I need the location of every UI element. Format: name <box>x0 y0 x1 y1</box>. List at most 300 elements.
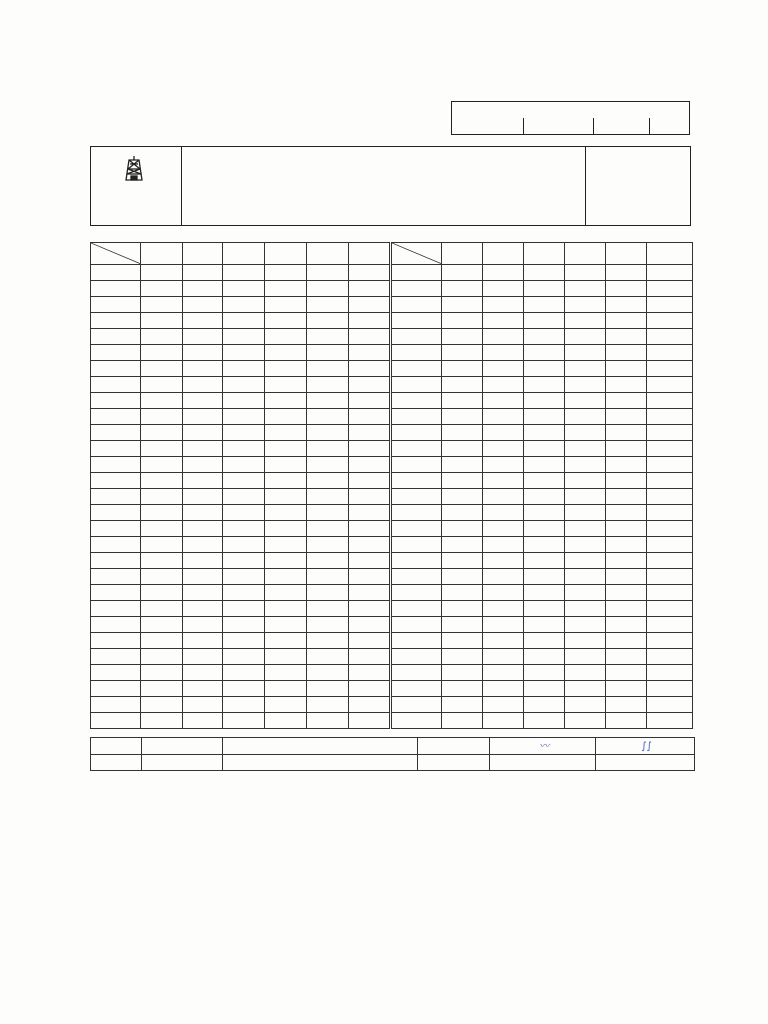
empty-cell <box>265 313 307 329</box>
empty-cell <box>442 265 483 281</box>
empty-cell <box>91 329 141 345</box>
empty-cell <box>349 297 390 313</box>
empty-cell <box>392 537 442 553</box>
empty-cell <box>307 697 349 713</box>
number-value <box>594 118 650 135</box>
empty-cell <box>442 329 483 345</box>
empty-cell <box>606 681 647 697</box>
empty-cell <box>307 681 349 697</box>
empty-cell <box>307 601 349 617</box>
empty-cell <box>524 473 565 489</box>
empty-cell <box>141 681 183 697</box>
empty-cell <box>265 473 307 489</box>
entry-approved <box>596 738 695 755</box>
empty-cell <box>606 377 647 393</box>
empty-cell <box>307 409 349 425</box>
col-header <box>141 243 183 265</box>
empty-cell <box>647 297 693 313</box>
empty-cell <box>223 425 265 441</box>
right-revision-grid <box>391 242 693 729</box>
empty-cell <box>349 425 390 441</box>
empty-cell <box>265 681 307 697</box>
empty-cell <box>141 633 183 649</box>
rev-cell <box>223 265 265 281</box>
empty-cell <box>141 553 183 569</box>
empty-cell <box>524 409 565 425</box>
empty-cell <box>606 409 647 425</box>
col-header <box>483 243 524 265</box>
by-column-label <box>418 755 490 771</box>
empty-cell <box>265 505 307 521</box>
empty-cell <box>647 697 693 713</box>
empty-cell <box>91 441 141 457</box>
rev-label <box>650 102 690 119</box>
empty-cell <box>141 617 183 633</box>
empty-cell <box>91 473 141 489</box>
empty-cell <box>606 393 647 409</box>
rev-page-corner <box>392 243 442 265</box>
empty-cell <box>647 537 693 553</box>
empty-cell <box>307 505 349 521</box>
empty-cell <box>307 329 349 345</box>
empty-cell <box>565 537 606 553</box>
empty-cell <box>183 601 223 617</box>
empty-cell <box>483 633 524 649</box>
empty-cell <box>647 345 693 361</box>
rev-cell <box>183 265 223 281</box>
empty-cell <box>349 601 390 617</box>
empty-cell <box>647 473 693 489</box>
empty-cell <box>307 537 349 553</box>
empty-cell <box>565 697 606 713</box>
document-info-table <box>451 101 690 135</box>
empty-cell <box>349 633 390 649</box>
empty-cell <box>307 553 349 569</box>
empty-cell <box>606 601 647 617</box>
empty-cell <box>265 361 307 377</box>
empty-cell <box>392 521 442 537</box>
empty-cell <box>183 617 223 633</box>
empty-cell <box>223 713 265 729</box>
empty-cell <box>647 329 693 345</box>
col-header <box>647 243 693 265</box>
empty-cell <box>606 441 647 457</box>
empty-cell <box>349 521 390 537</box>
empty-cell <box>141 505 183 521</box>
empty-cell <box>524 633 565 649</box>
col-header <box>349 243 390 265</box>
empty-cell <box>565 473 606 489</box>
empty-cell <box>223 329 265 345</box>
empty-cell <box>606 713 647 729</box>
empty-cell <box>483 297 524 313</box>
empty-cell <box>606 521 647 537</box>
empty-cell <box>91 649 141 665</box>
empty-cell <box>307 441 349 457</box>
empty-cell <box>183 521 223 537</box>
entry-by <box>418 738 490 755</box>
empty-cell <box>91 617 141 633</box>
empty-cell <box>442 441 483 457</box>
empty-cell <box>223 489 265 505</box>
empty-cell <box>483 569 524 585</box>
empty-cell <box>392 505 442 521</box>
empty-cell <box>606 505 647 521</box>
col-header <box>565 243 606 265</box>
empty-cell <box>442 633 483 649</box>
empty-cell <box>349 313 390 329</box>
empty-cell <box>141 313 183 329</box>
empty-cell <box>223 313 265 329</box>
empty-cell <box>91 633 141 649</box>
empty-cell <box>606 489 647 505</box>
rev-page-corner <box>91 243 141 265</box>
empty-cell <box>524 665 565 681</box>
empty-cell <box>647 409 693 425</box>
rev-value <box>650 118 690 135</box>
rev-cell <box>307 265 349 281</box>
empty-cell <box>565 457 606 473</box>
empty-cell <box>524 297 565 313</box>
empty-cell <box>392 489 442 505</box>
empty-cell <box>183 441 223 457</box>
empty-cell <box>183 633 223 649</box>
empty-cell <box>565 505 606 521</box>
empty-cell <box>307 649 349 665</box>
empty-cell <box>392 633 442 649</box>
checked-column-label <box>490 755 596 771</box>
empty-cell <box>392 601 442 617</box>
empty-cell <box>183 713 223 729</box>
empty-cell <box>265 649 307 665</box>
empty-cell <box>442 553 483 569</box>
company-logo <box>98 154 170 219</box>
empty-cell <box>183 537 223 553</box>
empty-cell <box>442 473 483 489</box>
empty-cell <box>307 521 349 537</box>
empty-cell <box>91 697 141 713</box>
empty-cell <box>265 377 307 393</box>
empty-cell <box>524 553 565 569</box>
empty-cell <box>349 441 390 457</box>
empty-cell <box>606 297 647 313</box>
empty-cell <box>606 665 647 681</box>
empty-cell <box>606 697 647 713</box>
empty-cell <box>183 313 223 329</box>
entry-issue <box>223 738 418 755</box>
empty-cell <box>442 521 483 537</box>
empty-cell <box>183 697 223 713</box>
empty-cell <box>183 345 223 361</box>
empty-cell <box>183 585 223 601</box>
empty-cell <box>647 265 693 281</box>
empty-cell <box>307 633 349 649</box>
empty-cell <box>183 681 223 697</box>
empty-cell <box>223 553 265 569</box>
empty-cell <box>647 425 693 441</box>
empty-cell <box>483 361 524 377</box>
empty-cell <box>606 313 647 329</box>
title-cell <box>181 147 586 225</box>
empty-cell <box>91 537 141 553</box>
empty-cell <box>647 393 693 409</box>
empty-cell <box>183 409 223 425</box>
empty-cell <box>524 377 565 393</box>
empty-cell <box>91 393 141 409</box>
empty-cell <box>565 409 606 425</box>
empty-cell <box>442 681 483 697</box>
empty-cell <box>183 297 223 313</box>
empty-cell <box>307 313 349 329</box>
empty-cell <box>647 633 693 649</box>
empty-cell <box>265 585 307 601</box>
empty-cell <box>307 585 349 601</box>
empty-cell <box>483 409 524 425</box>
empty-cell <box>91 425 141 441</box>
empty-cell <box>223 617 265 633</box>
empty-cell <box>565 713 606 729</box>
empty-cell <box>565 313 606 329</box>
empty-cell <box>524 393 565 409</box>
entry-date <box>142 738 223 755</box>
col-header <box>183 243 223 265</box>
empty-cell <box>442 649 483 665</box>
col-header <box>524 243 565 265</box>
empty-cell <box>265 521 307 537</box>
empty-cell <box>265 329 307 345</box>
empty-cell <box>183 281 223 297</box>
empty-cell <box>392 297 442 313</box>
empty-cell <box>223 505 265 521</box>
empty-cell <box>91 489 141 505</box>
empty-cell <box>223 585 265 601</box>
empty-cell <box>565 297 606 313</box>
empty-cell <box>392 553 442 569</box>
empty-cell <box>483 665 524 681</box>
empty-cell <box>442 297 483 313</box>
empty-cell <box>647 569 693 585</box>
empty-cell <box>483 425 524 441</box>
empty-cell <box>223 537 265 553</box>
empty-cell <box>141 409 183 425</box>
empty-cell <box>223 649 265 665</box>
empty-cell <box>647 617 693 633</box>
empty-cell <box>606 361 647 377</box>
empty-cell <box>307 713 349 729</box>
empty-cell <box>265 697 307 713</box>
empty-cell <box>392 617 442 633</box>
empty-cell <box>183 665 223 681</box>
empty-cell <box>647 649 693 665</box>
empty-cell <box>223 441 265 457</box>
empty-cell <box>565 265 606 281</box>
rev-cell <box>349 265 390 281</box>
empty-cell <box>141 345 183 361</box>
issue-column-label <box>223 755 418 771</box>
empty-cell <box>183 649 223 665</box>
empty-cell <box>442 665 483 681</box>
rev-column-label <box>91 755 142 771</box>
empty-cell <box>647 681 693 697</box>
empty-cell <box>483 697 524 713</box>
empty-cell <box>647 521 693 537</box>
empty-cell <box>91 665 141 681</box>
empty-cell <box>606 633 647 649</box>
empty-cell <box>392 425 442 441</box>
empty-cell <box>183 377 223 393</box>
empty-cell <box>524 329 565 345</box>
empty-cell <box>392 313 442 329</box>
empty-cell <box>91 297 141 313</box>
empty-cell <box>524 649 565 665</box>
empty-cell <box>565 425 606 441</box>
empty-cell <box>183 489 223 505</box>
empty-cell <box>307 489 349 505</box>
empty-cell <box>223 569 265 585</box>
empty-cell <box>606 457 647 473</box>
empty-cell <box>647 553 693 569</box>
empty-cell <box>392 409 442 425</box>
empty-cell <box>91 281 141 297</box>
empty-cell <box>565 361 606 377</box>
empty-cell <box>565 393 606 409</box>
empty-cell <box>392 697 442 713</box>
empty-cell <box>265 617 307 633</box>
empty-cell <box>223 281 265 297</box>
empty-cell <box>141 489 183 505</box>
col-header <box>307 243 349 265</box>
empty-cell <box>606 329 647 345</box>
empty-cell <box>483 505 524 521</box>
empty-cell <box>223 393 265 409</box>
empty-cell <box>524 489 565 505</box>
empty-cell <box>442 393 483 409</box>
empty-cell <box>442 505 483 521</box>
empty-cell <box>265 489 307 505</box>
empty-cell <box>524 601 565 617</box>
empty-cell <box>392 265 442 281</box>
empty-cell <box>392 473 442 489</box>
empty-cell <box>91 457 141 473</box>
empty-cell <box>606 281 647 297</box>
empty-cell <box>349 377 390 393</box>
empty-cell <box>349 489 390 505</box>
empty-cell <box>91 361 141 377</box>
empty-cell <box>141 441 183 457</box>
rev-cell <box>141 265 183 281</box>
date-column-label <box>142 755 223 771</box>
discipline-label <box>524 102 594 119</box>
empty-cell <box>442 457 483 473</box>
empty-cell <box>524 537 565 553</box>
revision-history-block <box>90 737 695 771</box>
empty-cell <box>483 265 524 281</box>
empty-cell <box>183 457 223 473</box>
page-cell <box>91 265 141 281</box>
empty-cell <box>392 441 442 457</box>
empty-cell <box>183 393 223 409</box>
empty-cell <box>565 649 606 665</box>
empty-cell <box>606 553 647 569</box>
empty-cell <box>307 377 349 393</box>
empty-cell <box>647 713 693 729</box>
empty-cell <box>223 697 265 713</box>
empty-cell <box>265 569 307 585</box>
empty-cell <box>524 697 565 713</box>
empty-cell <box>265 713 307 729</box>
empty-cell <box>524 617 565 633</box>
empty-cell <box>91 345 141 361</box>
empty-cell <box>483 585 524 601</box>
entry-checked <box>490 738 596 755</box>
empty-cell <box>349 329 390 345</box>
empty-cell <box>349 409 390 425</box>
empty-cell <box>647 489 693 505</box>
empty-cell <box>183 505 223 521</box>
empty-cell <box>442 585 483 601</box>
empty-cell <box>141 537 183 553</box>
empty-cell <box>349 345 390 361</box>
empty-cell <box>483 377 524 393</box>
empty-cell <box>442 377 483 393</box>
empty-cell <box>223 377 265 393</box>
empty-cell <box>565 521 606 537</box>
empty-cell <box>565 617 606 633</box>
empty-cell <box>483 393 524 409</box>
empty-cell <box>183 361 223 377</box>
empty-cell <box>524 681 565 697</box>
empty-cell <box>223 473 265 489</box>
empty-cell <box>524 457 565 473</box>
empty-cell <box>483 601 524 617</box>
empty-cell <box>483 281 524 297</box>
empty-cell <box>483 473 524 489</box>
empty-cell <box>91 569 141 585</box>
empty-cell <box>565 441 606 457</box>
empty-cell <box>265 441 307 457</box>
empty-cell <box>141 425 183 441</box>
empty-cell <box>524 425 565 441</box>
empty-cell <box>349 617 390 633</box>
empty-cell <box>442 361 483 377</box>
empty-cell <box>265 537 307 553</box>
empty-cell <box>606 649 647 665</box>
empty-cell <box>524 585 565 601</box>
empty-cell <box>392 329 442 345</box>
empty-cell <box>91 409 141 425</box>
empty-cell <box>349 649 390 665</box>
empty-cell <box>183 473 223 489</box>
empty-cell <box>565 281 606 297</box>
empty-cell <box>483 617 524 633</box>
empty-cell <box>483 521 524 537</box>
empty-cell <box>349 393 390 409</box>
empty-cell <box>524 265 565 281</box>
empty-cell <box>307 473 349 489</box>
empty-cell <box>141 585 183 601</box>
empty-cell <box>565 377 606 393</box>
empty-cell <box>223 681 265 697</box>
empty-cell <box>141 569 183 585</box>
empty-cell <box>141 297 183 313</box>
empty-cell <box>349 281 390 297</box>
empty-cell <box>524 361 565 377</box>
empty-cell <box>483 713 524 729</box>
empty-cell <box>606 265 647 281</box>
empty-cell <box>349 537 390 553</box>
approved-signature-icon: ∫∫ <box>638 741 652 752</box>
empty-cell <box>141 697 183 713</box>
